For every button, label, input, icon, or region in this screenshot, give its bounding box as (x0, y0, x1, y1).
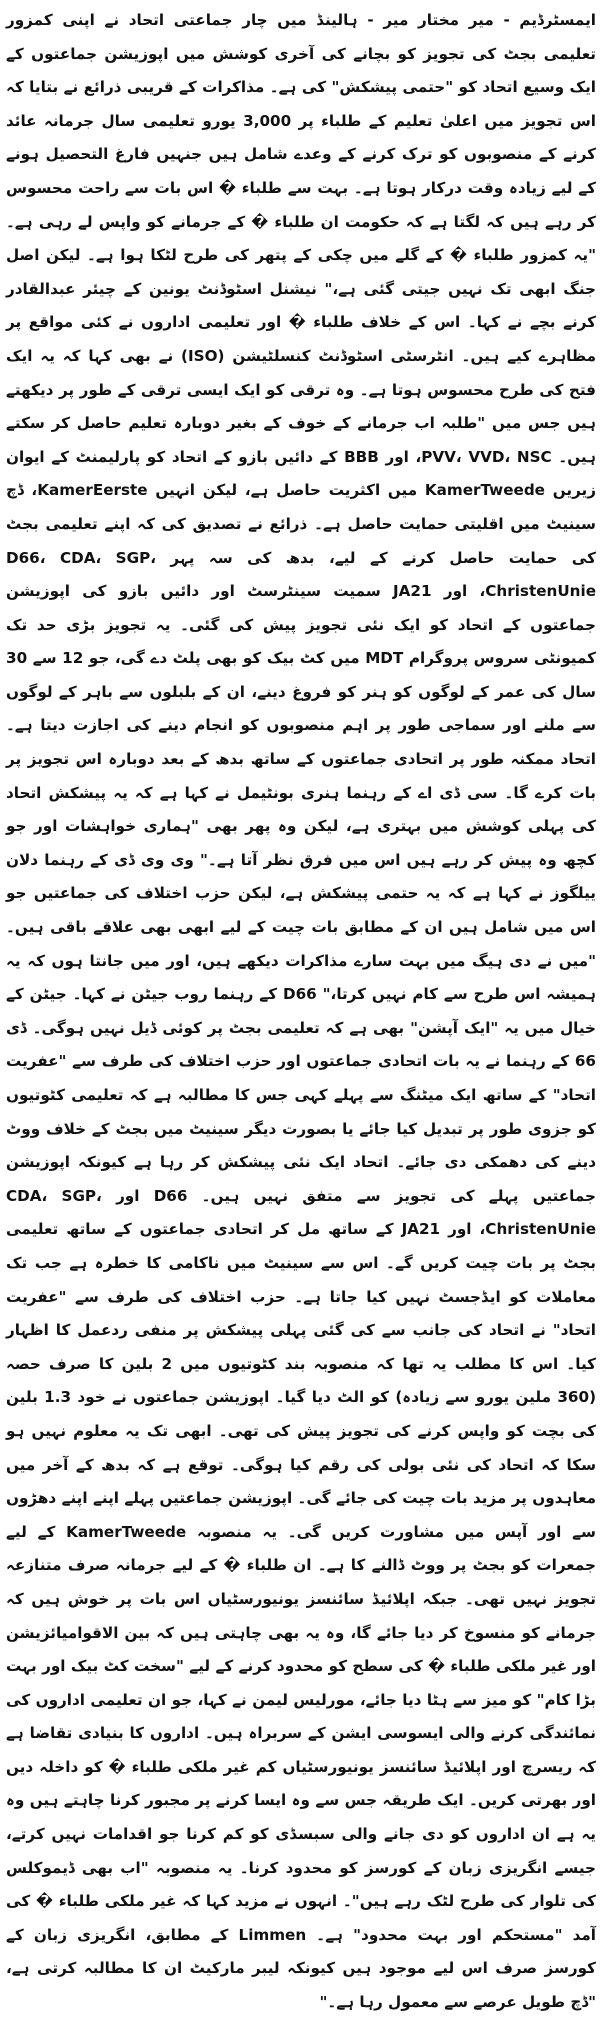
article-body: ایمسٹرڈیم - میر مختار میر - ہالینڈ میں چار جماعتی اتحاد نے اپنی کمزور تعلیمی بجٹ کی تجویز کو بچانے کی آخری کوشش میں اپوزیشن جماعتوں کے ایک وسیع اتحاد کو "حتمی پیشکش" کی ہے۔ مذاکرات کے قریبی ذرائع نے بتایا کہ اس تجویز میں اعلیٰ تعلیم کے طلباء پر 3,000 یورو تعلیمی سال جرمانہ عائد کرنے کے منصوبوں کو ترک کرنے کے وعدے شامل ہیں جنہیں فارغ التحصیل ہونے کے لیے زیادہ وقت درکار ہوتا ہے۔ بہت سے طلباء � اس بات سے راحت محسوس کر رہے ہیں کہ لگتا ہے کہ حکومت ان طلباء � کے جرمانے کو واپس لے رہی ہے۔ "یہ کمزور طلباء � کے گلے میں چکی کے پتھر کی طرح لٹکا ہوا ہے۔ لیکن اصل جنگ ابھی تک نہیں جیتی گئی ہے،" نیشنل اسٹوڈنٹ یونین کے چیئر عبدالقادر کرنے بچے نے کہا۔ اس کے خلاف طلباء � اور تعلیمی اداروں نے کئی مواقع پر مظاہرے کیے ہیں۔ انٹرسٹی اسٹوڈنٹ کنسلٹیشن (ISO) نے بھی کہا کہ یہ ایک فتح کی طرح محسوس ہوتا ہے۔ وہ ترقی کو ایک ایسی ترقی کے طور پر دیکھتے ہیں جس میں "طلبہ اب جرمانے کے خوف کے بغیر دوبارہ تعلیم حاصل کر سکتے ہیں۔ PVV، VVD، NSC، اور BBB کے دائیں بازو کے اتحاد کو پارلیمنٹ کے ایوان زیریں KamerTweede میں اکثریت حاصل ہے، لیکن انہیں KamerEerste، ڈچ سینیٹ میں اقلیتی حمایت حاصل ہے۔ ذرائع نے تصدیق کی کہ اپنے تعلیمی بجٹ کی حمایت حاصل کرنے کے لیے، بدھ کی سہ پہر D66، CDA، SGP، ChristenUnie، اور JA21 سمیت سینٹرسٹ اور دائیں بازو کی اپوزیشن جماعتوں کے اتحاد کو ایک نئی تجویز پیش کی گئی۔ یہ تجویز بڑی حد تک کمیونٹی سروس پروگرام MDT میں کٹ بیک کو بھی پلٹ دے گی، جو 12 سے 30 سال کی عمر کے لوگوں کو ہنر کو فروغ دینے، ان کے بلبلوں سے باہر کے لوگوں سے ملنے اور سماجی طور پر اہم منصوبوں کو انجام دینے کی اجازت دیتا ہے۔ اتحاد ممکنہ طور پر اتحادی جماعتوں کے ساتھ بدھ کے بعد دوبارہ اس تجویز پر بات کرے گا۔ سی ڈی اے کے رہنما ہنری بونٹیمل نے کہا ہے کہ یہ پیشکش اتحاد کی پہلی کوشش میں بہتری ہے، لیکن وہ پھر بھی "ہماری خواہشات اور جو کچھ وہ پیش کر رہے ہیں اس میں فرق نظر آتا ہے۔" وی وی ڈی کے رہنما دلان ییلگوز نے کہا ہے کہ یہ حتمی پیشکش ہے، لیکن حزب اختلاف کی جماعتیں جو اس میں شامل ہیں ان کے مطابق بات چیت کے لیے ابھی بھی علاقے باقی ہیں۔ "میں نے دی ہیگ میں بہت سارے مذاکرات دیکھے ہیں، اور میں جانتا ہوں کہ یہ ہمیشہ اس طرح سے کام نہیں کرتا،" D66 کے رہنما روب جیٹن نے کہا۔ جیٹن کے خیال میں یہ "ایک آپشن" بھی ہے کہ تعلیمی بجٹ پر کوئی ڈیل نہیں ہوگی۔ ڈی 66 کے رہنما نے یہ بات اتحادی جماعتوں اور حزب اختلاف کی طرف سے "عفریت اتحاد" کے ساتھ ایک میٹنگ سے پہلے کہی جس کا مطالبہ ہے کہ تعلیمی کٹوتیوں کو جزوی طور پر تبدیل کیا جائے یا بصورت دیگر سینیٹ میں بجٹ کے خلاف ووٹ دینے کی دھمکی دی جائے۔ اتحاد ایک نئی پیشکش کر رہا ہے کیونکہ اپوزیشن جماعتیں پہلے کی تجویز سے متفق نہیں ہیں۔ D66 اور CDA، SGP، ChristenUnie، اور JA21 کے ساتھ مل کر اتحادی جماعتوں کے ساتھ تعلیمی بجٹ پر بات چیت کریں گے۔ اس سے سینیٹ میں ناکامی کا خطرہ ہے جب تک معاملات کو ایڈجسٹ نہیں کیا جاتا ہے۔ حزب اختلاف کی طرف سے "عفریت اتحاد" نے اتحاد کی جانب سے کی گئی پہلی پیشکش پر منفی ردعمل کا اظہار کیا۔ اس کا مطلب یہ تھا کہ منصوبہ بند کٹوتیوں میں 2 بلین کا صرف حصہ (360 ملین یورو سے زیادہ) کو الٹ دیا گیا۔ اپوزیشن جماعتوں نے خود 1.3 بلین کی بچت کو واپس کرنے کی تجویز پیش کی تھی۔ ابھی تک یہ معلوم نہیں ہو سکا کہ اتحاد کی نئی بولی کی رقم کیا ہوگی۔ توقع ہے کہ بدھ کے آخر میں معاہدوں پر مزید بات چیت کی جائے گی۔ اپوزیشن جماعتیں پہلے اپنے اپنے دھڑوں سے اور آپس میں مشاورت کریں گی۔ یہ منصوبہ KamerTweede کے لیے جمعرات کو بجٹ پر ووٹ ڈالنے کا ہے۔ ان طلباء � کے لیے جرمانہ صرف متنازعہ تجویز نہیں تھی۔ جبکہ اپلائیڈ سائنسز یونیورسٹیاں اس بات پر خوش ہیں کہ جرمانے کو منسوخ کر دیا جائے گا، وہ یہ بھی چاہتی ہیں کہ بین الاقوامیائزیشن اور غیر ملکی طلباء � کی سطح کو محدود کرنے کے لیے "سخت کٹ بیک اور بہت بڑا کام" کو میز سے ہٹا دیا جائے، مورلیس لیمن نے کہا، جو ان تعلیمی اداروں کی نمائندگی کرنے والی ایسوسی ایشن کے سربراہ ہیں۔ اداروں کا بنیادی تقاضا ہے کہ ریسرچ اور اپلائیڈ سائنسز یونیورسٹیاں کم غیر ملکی طلباء � کو داخلہ دیں اور بھرتی کریں۔ ایک طریقہ جس سے وہ ایسا کرنے پر مجبور کرنا چاہتے ہیں وہ یہ ہے ان اداروں کو دی جانے والی سبسڈی کو کم کرنا جو اقدامات نہیں کرتے، جیسے انگریزی زبان کے کورسز کو محدود کرنا۔ یہ منصوبہ "اب بھی ڈیموکلس کی تلوار کی طرح لٹک رہے ہیں"۔ انہوں نے مزید کہا کہ غیر ملکی طلباء � کی آمد "مستحکم اور بہت محدود" ہے۔ Limmen کے مطابق، انگریزی زبان کے کورسز صرف اس لیے موجود ہیں کیونکہ لیبر مارکیٹ ان کا مطالبہ کرتی ہے، "ڈچ طویل عرصے سے معمول رہا ہے۔" (6, 11, 597, 2012)
